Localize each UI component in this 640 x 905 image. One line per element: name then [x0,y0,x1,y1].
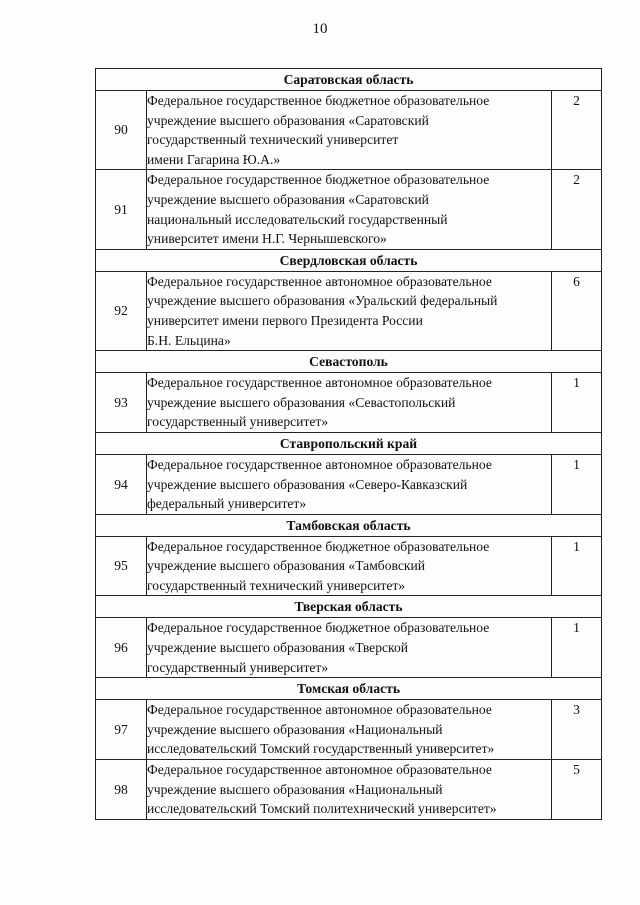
table-body [96,69,602,820]
institution-name-line: Федеральное государственное автономное образовательное [147,702,492,718]
quota-count: 1 [552,373,602,433]
page-number: 10 [312,21,328,37]
institution-name-line: Федеральное государственное бюджетное образовательное [147,538,490,554]
row-number: 92 [96,271,147,350]
row-number: 94 [96,454,147,514]
row-number: 91 [96,170,147,249]
institution-name-line: государственный технический университет» [147,577,406,593]
institution-name [147,760,552,820]
region-header-row [96,351,602,373]
institution-name-line: учреждение высшего образования «Уральский федеральный [147,293,498,309]
institution-name [147,271,552,350]
institution-name [147,454,552,514]
institution-name-line: имени Гагарина Ю.А.» [147,151,281,167]
table-row [96,760,602,820]
institution-name-line: Федеральное государственное автономное образовательное [147,273,492,289]
institution-name [147,536,552,596]
table-row [96,170,602,249]
universities-table [95,68,602,820]
region-header-row [96,69,602,91]
row-number: 90 [96,91,147,170]
institution-name-line: Федеральное государственное автономное образовательное [147,375,492,391]
quota-count: 2 [552,170,602,249]
region-header-row [96,596,602,618]
institution-name [147,700,552,760]
table-row [96,454,602,514]
row-number: 97 [96,700,147,760]
institution-name-line: учреждение высшего образования «Саратовский [147,112,429,128]
table-row [96,700,602,760]
table-row [96,91,602,170]
institution-name-line: Федеральное государственное автономное образовательное [147,762,492,778]
institution-name [147,373,552,433]
table-row [96,536,602,596]
table-row [96,271,602,350]
institution-name-line: учреждение высшего образования «Тверской [147,640,409,656]
quota-count: 1 [552,454,602,514]
institution-name-line: Федеральное государственное бюджетное образовательное [147,93,490,108]
institution-name-line: Федеральное государственное бюджетное образовательное [147,620,490,636]
region-name: Тамбовская область [96,514,602,536]
region-header-row [96,432,602,454]
quota-count: 3 [552,700,602,760]
row-number: 96 [96,618,147,678]
institution-name-line: учреждение высшего образования «Национальный [147,721,443,737]
institution-name-line: учреждение высшего образования «Национальный [147,781,443,797]
region-header-row [96,678,602,700]
institution-name-line: Федеральное государственное автономное образовательное [147,456,492,472]
region-name: Ставропольский край [96,432,602,454]
region-name: Севастополь [96,351,602,373]
quota-count: 5 [552,760,602,820]
region-name: Свердловская область [96,249,602,271]
institution-name [147,618,552,678]
region-header-row [96,514,602,536]
region-name: Томская область [96,678,602,700]
table-row [96,373,602,433]
institution-name-line: исследовательский Томский государственный университет» [147,741,495,757]
institution-name-line: учреждение высшего образования «Тамбовский [147,558,426,574]
institution-name-line: учреждение высшего образования «Севастопольский [147,394,456,410]
quota-count: 1 [552,536,602,596]
institution-name-line: университет имени первого Президента России [147,312,423,328]
institution-name-line: федеральный университет» [147,496,307,512]
region-name: Саратовская область [96,69,602,91]
institution-name-line: Б.Н. Ельцина» [147,332,231,348]
institution-name-line: университет имени Н.Г. Чернышевского» [147,231,387,247]
institution-name-line: национальный исследовательский государственный [147,211,448,227]
institution-name [147,91,552,170]
institution-name-line: государственный технический университет [147,132,399,148]
row-number: 93 [96,373,147,433]
quota-count: 6 [552,271,602,350]
region-header-row [96,249,602,271]
row-number: 95 [96,536,147,596]
institution-name-line: государственный университет» [147,414,329,430]
table-row [96,618,602,678]
row-number: 98 [96,760,147,820]
institution-name-line: Федеральное государственное бюджетное образовательное [147,172,490,188]
quota-count: 1 [552,618,602,678]
institution-name-line: государственный университет» [147,659,329,675]
region-name: Тверская область [96,596,602,618]
quota-count: 2 [552,91,602,170]
institution-name-line: учреждение высшего образования «Саратовский [147,191,429,207]
institution-name [147,170,552,249]
institution-name-line: учреждение высшего образования «Северо-Кавказский [147,476,468,492]
institution-name-line: исследовательский Томский политехнический университет» [147,801,497,817]
